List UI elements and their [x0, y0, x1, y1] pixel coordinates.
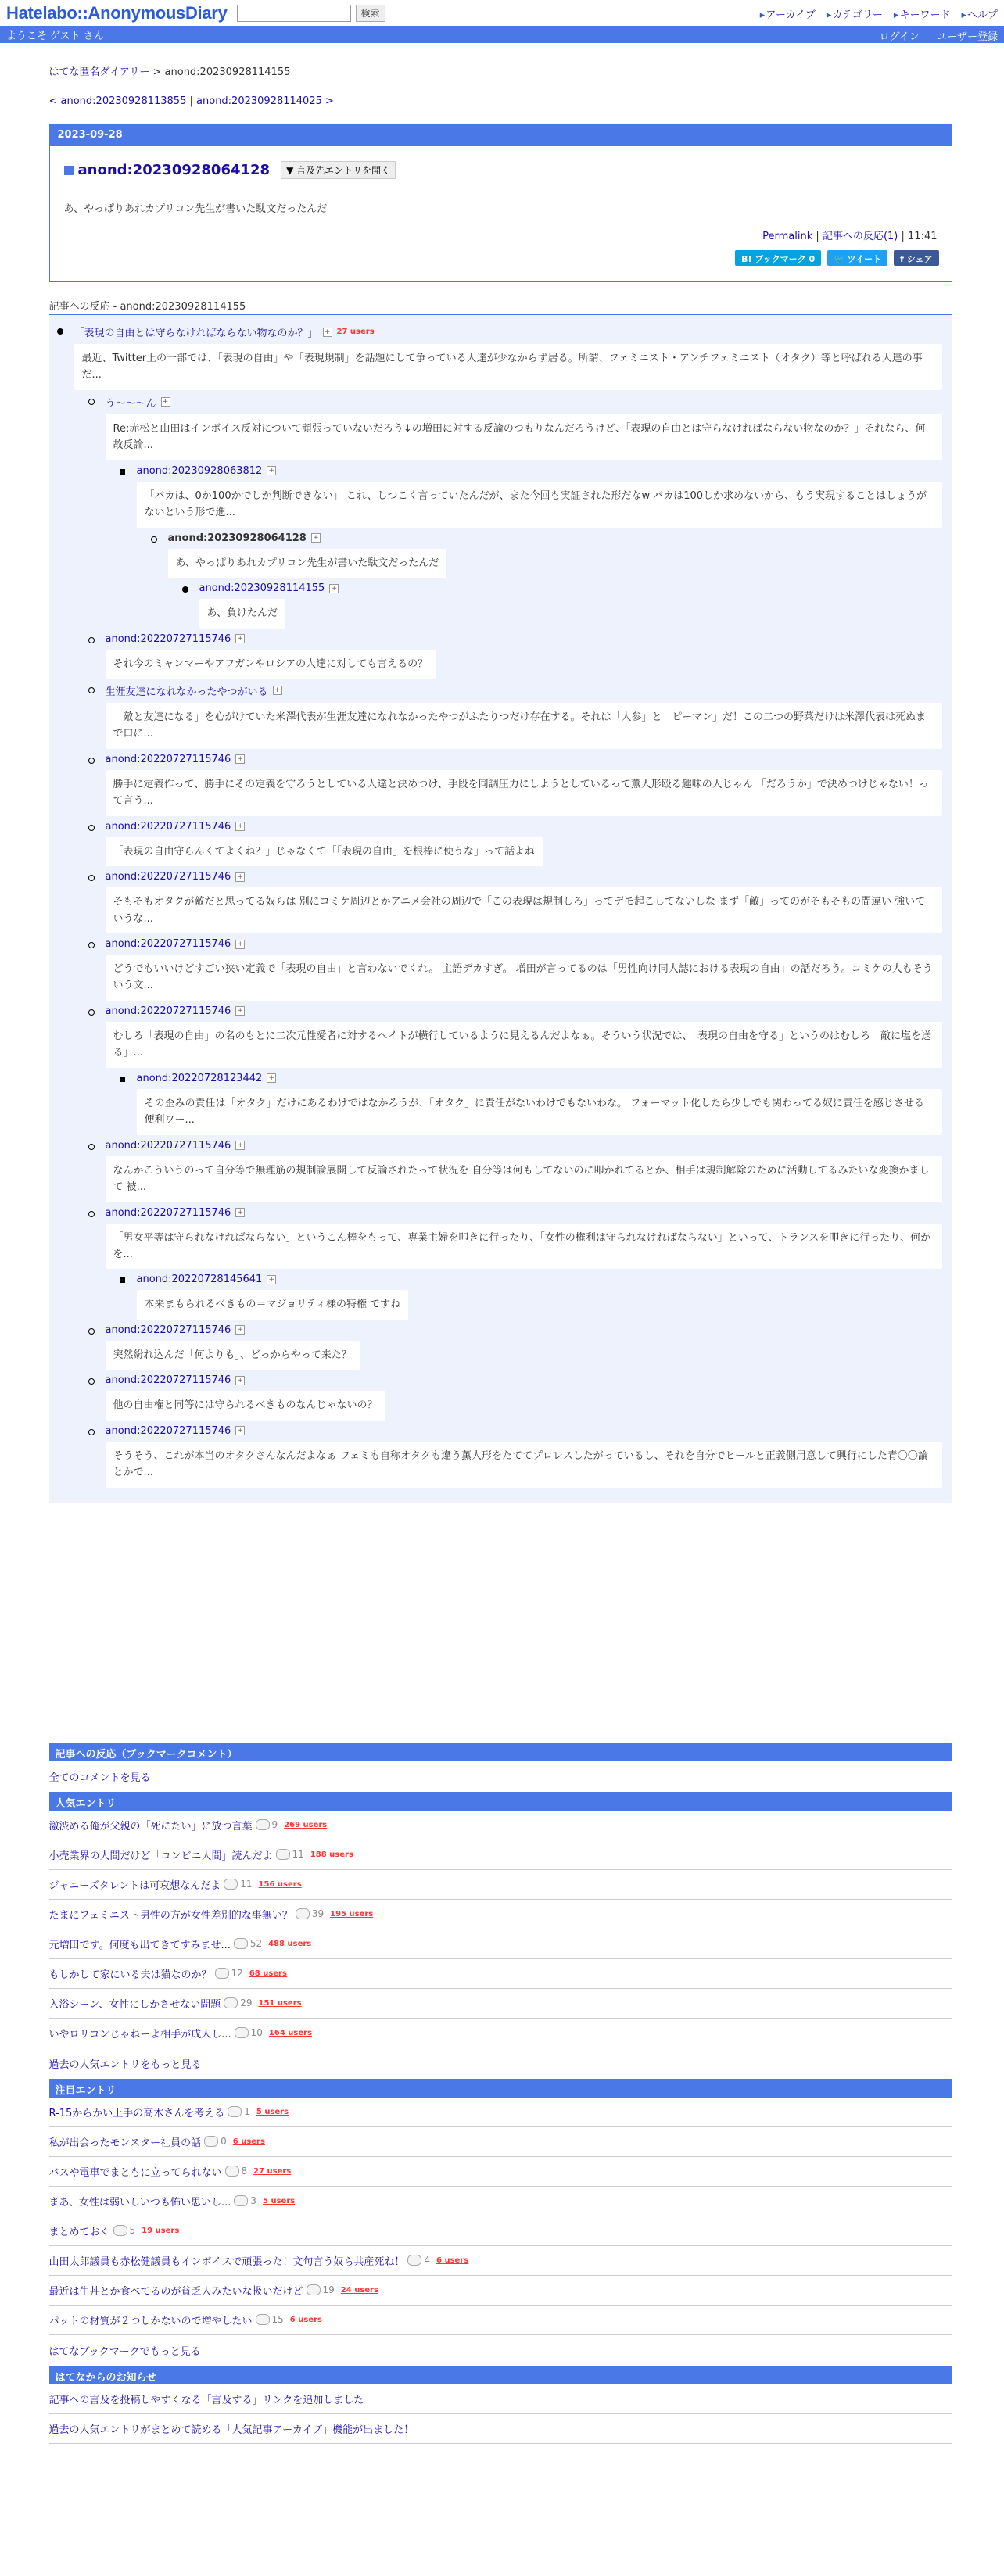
bullet-icon [88, 687, 95, 693]
reaction-item [199, 582, 945, 628]
entry-list-item [49, 2276, 952, 2306]
entry-link[interactable]: R-15からかい上手の高木さんを考える [48, 2107, 225, 2119]
breadcrumb [49, 63, 952, 78]
entry-list-item [49, 2187, 952, 2216]
reaction-title[interactable]: anond:20220727115746 [105, 820, 231, 833]
comment-count[interactable]: 9 [256, 1819, 278, 1830]
reaction-title-row [106, 821, 945, 833]
reaction-item [74, 324, 945, 390]
entry-list-item [49, 1929, 952, 1959]
entry-link[interactable]: 入浴シーン、女性にしかさせない問題 [48, 1998, 221, 2011]
bookmark-comments-heading: 記事への反応（ブックマークコメント） [49, 1743, 952, 1761]
entry-list-item [49, 2216, 952, 2246]
reaction-item [106, 938, 945, 1001]
bullet-icon [182, 586, 188, 593]
reaction-title-row [137, 1073, 945, 1084]
entry-list-item [49, 1840, 952, 1870]
entry-link[interactable]: 元増田です。何度も出てきてすみませ... [48, 1939, 231, 1951]
users-count[interactable]: 188 users [310, 1850, 353, 1859]
breadcrumb-root[interactable]: はてな匿名ダイアリー [48, 66, 150, 78]
sub-bar [0, 26, 1004, 43]
bullet-icon [88, 942, 95, 948]
reaction-item [106, 1374, 945, 1420]
entry-date: 2023-09-28 [50, 125, 952, 146]
entry-footer [762, 228, 937, 242]
reaction-body: そもそもオタクが敵だと思ってる奴らは 別にコミケ周辺とかアニメ会社の周辺で「この表現は規制しろ」ってデモ起こしてないしな まず「敵」ってのがそもそもの間違い 強いていうな... [106, 887, 942, 933]
reaction-body: 突然紛れ込んだ「何よりも」、どっからやって来た？ [106, 1341, 360, 1370]
expand-icon[interactable]: + [235, 634, 245, 643]
entry-title-row [64, 161, 396, 179]
breadcrumb-current: anond:20230928114155 [164, 66, 291, 78]
reaction-title[interactable]: anond:20220728145641 [136, 1274, 263, 1286]
reaction-body: なんかこういうのって自分等で無理筋の規制論展開して反論されたって状況を 自分等は何もしてないのに叩かれてるとか、相手は規制解除のために活動してるみたいな変換かまして 被... [106, 1156, 942, 1202]
bullet-icon [151, 536, 157, 543]
reaction-title-row [106, 633, 945, 645]
entry-link[interactable]: パットの材質が２つしかないので増やしたい [48, 2315, 253, 2327]
expand-icon[interactable]: + [235, 822, 245, 831]
bullet-icon [88, 1328, 95, 1335]
entry-list-item [49, 2306, 952, 2335]
attention-heading: 注目エントリ [49, 2079, 952, 2098]
entry-list-item [49, 1989, 952, 2019]
reaction-body: それ今のミャンマーやアフガンやロシアの人達に対しても言えるの？ [106, 650, 436, 679]
expand-icon[interactable]: + [235, 940, 245, 949]
reaction-title-row [106, 871, 945, 883]
reaction-item [106, 1425, 945, 1488]
bullet-icon [88, 1378, 95, 1385]
users-count[interactable]: 6 users [436, 2255, 469, 2265]
nav-help[interactable]: ▸ ヘルプ [961, 6, 998, 21]
reaction-title-row [199, 582, 945, 594]
entry-body: あ、やっぱりあれカプリコン先生が書いた駄文だったんだ [63, 203, 328, 215]
expand-icon[interactable]: + [235, 872, 245, 882]
users-count[interactable]: 156 users [258, 1879, 302, 1889]
bullet-icon [88, 1009, 95, 1016]
users-count[interactable]: 488 users [268, 1939, 312, 1948]
expand-icon[interactable]: + [235, 754, 245, 764]
notice-heading: はてなからのお知らせ [49, 2366, 952, 2384]
reaction-title-row [137, 465, 945, 477]
users-count[interactable]: 6 users [289, 2315, 322, 2324]
entry-link[interactable]: たまにフェミニスト男性の方が女性差別的な事無い？ [48, 1909, 292, 1922]
entry-list-item [49, 1959, 952, 1989]
hatena-bookmark-button[interactable]: B! ブックマーク 0 [735, 250, 821, 266]
reaction-title: anond:20230928064128 [167, 532, 307, 544]
entry-link[interactable]: 最近は牛丼とか食べてるのが貧乏人みたいな扱いだけど [48, 2285, 303, 2298]
users-count[interactable]: 269 users [284, 1820, 328, 1829]
reaction-item [106, 871, 945, 933]
reaction-title-row [106, 395, 945, 410]
permalink[interactable]: Permalink [762, 231, 813, 242]
reaction-body: そうそう、これが本当のオタクさんなんだよなぁ フェミも自称オタクも違う薫人形をたててプロレスしたがっているし、それを自分でヒールと正義側用意して興行にした青〇〇論とかで... [106, 1442, 942, 1488]
reaction-body: 他の自由権と同等には守られるべきものなんじゃないの？ [106, 1391, 385, 1420]
reaction-item [106, 1140, 945, 1202]
reaction-title-row [106, 1140, 945, 1152]
entry-link[interactable]: バスや電車でまともに立ってられない [48, 2166, 222, 2179]
comment-count[interactable]: 8 [225, 2166, 248, 2177]
reaction-title-row [106, 1374, 945, 1386]
entry-link[interactable]: ジャニーズタレントは可哀想なんだよ [48, 1879, 221, 1892]
reaction-body: どうでもいいけどすごい狭い定義で「表現の自由」と言わないでくれ。 主語デカすぎ。 増田が言ってるのは「男性向け同人誌における表現の自由」の話だろう。コミケの人もそういう文... [106, 955, 942, 1001]
users-count[interactable]: 24 users [340, 2285, 378, 2295]
entry-link[interactable]: まあ、女性は弱いしいつも怖い思いし... [48, 2196, 231, 2209]
reaction-title[interactable]: anond:20220727115746 [105, 1206, 231, 1219]
users-count[interactable]: 19 users [142, 2226, 180, 2235]
expand-icon[interactable]: + [311, 533, 321, 543]
reaction-title[interactable]: anond:20220727115746 [105, 1005, 231, 1017]
comment-count[interactable]: 11 [276, 1849, 304, 1860]
all-comments-link-row [49, 1761, 952, 1792]
bullet-icon [88, 875, 95, 881]
fb-label: シェア [906, 254, 933, 264]
reaction-item [106, 1005, 945, 1068]
pager-sep: | [189, 95, 193, 107]
reaction-body: 本来まもられるべきもの＝マジョリティ様の特権 ですね [137, 1290, 409, 1319]
bullet-icon [120, 1077, 125, 1082]
users-count[interactable]: 5 users [256, 2107, 289, 2116]
expand-icon[interactable]: + [235, 1376, 245, 1385]
notice-item [49, 2414, 952, 2444]
bullet-icon [120, 1277, 125, 1283]
reaction-title-row [137, 1274, 945, 1285]
entry-time: | 11:41 [901, 231, 938, 242]
reaction-title[interactable]: anond:20230928063812 [136, 464, 263, 477]
reaction-title-row [106, 1005, 945, 1017]
comment-count[interactable]: 10 [235, 2027, 263, 2038]
reaction-body: むしろ「表現の自由」の名のもとに二次元性愛者に対するヘイトが横行しているように見えるんだよなぁ。そういう状況では、「表現の自由を守る」というのはむしろ「敵に塩を送る」... [106, 1022, 942, 1068]
entry-box [49, 124, 952, 282]
nav-category[interactable]: ▸ カテゴリー [827, 6, 883, 21]
tweet-button[interactable]: 🐦 ツイート [827, 250, 887, 266]
reaction-body: あ、負けたんだ [199, 599, 285, 628]
prev-link[interactable]: < anond:20230928113855 [48, 95, 187, 107]
reaction-title[interactable]: 「表現の自由とは守らなければならない物なのか？」 [74, 328, 318, 339]
reaction-item [168, 532, 945, 578]
comment-count[interactable]: 39 [296, 1908, 324, 1919]
nav-keyword[interactable]: ▸ キーワード [894, 6, 951, 21]
reaction-title[interactable]: anond:20220727115746 [105, 1139, 231, 1152]
reaction-item [106, 395, 945, 460]
open-referenced-button[interactable]: ▼ 言及先エントリを開く [281, 161, 396, 179]
reaction-body: あ、やっぱりあれカプリコン先生が書いた駄文だったんだ [168, 549, 447, 578]
reaction-body: 「男女平等は守られなければならない」というこん棒をもって、専業主婦を叩きに行ったり、「女性の権利は守られなければならない」といって、トランスを叩きに行ったり、何かを... [106, 1224, 942, 1270]
attention-more-row [49, 2335, 952, 2366]
bullet-icon [88, 1144, 95, 1150]
reaction-title-row [106, 754, 945, 765]
users-count[interactable]: 164 users [268, 2028, 313, 2037]
bullet-icon [88, 1429, 95, 1435]
bullet-icon [88, 399, 95, 405]
expand-icon[interactable]: + [235, 1426, 245, 1435]
register-link[interactable]: ユーザー登録 [936, 31, 998, 43]
expand-icon[interactable]: + [323, 328, 332, 337]
entry-list-item [49, 1900, 952, 1929]
expand-icon[interactable]: + [235, 1006, 245, 1016]
popular-heading: 人気エントリ [49, 1792, 952, 1811]
comment-count[interactable]: 0 [204, 2136, 227, 2147]
comment-count[interactable]: 11 [224, 1879, 252, 1890]
entry-list-item [49, 2098, 952, 2127]
comment-count[interactable]: 12 [215, 1968, 243, 1979]
reaction-title[interactable]: anond:20220727115746 [105, 871, 231, 883]
entry-link[interactable]: 私が出会ったモンスター社員の話 [48, 2137, 202, 2149]
users-count[interactable]: 151 users [258, 1998, 302, 2008]
reaction-body: 「表現の自由守らんくてよくね？」じゃなくて「「表現の自由」を根棒に使うな」って話よね [106, 837, 543, 866]
entry-link[interactable]: まとめておく [48, 2226, 110, 2238]
reaction-title-row [106, 938, 945, 950]
attention-list [49, 2098, 952, 2335]
popular-more-row [49, 2048, 952, 2079]
entry-link[interactable]: 小売業界の人間だけど「コンビニ人間」読んだよ [48, 1850, 273, 1862]
comment-count[interactable]: 5 [113, 2225, 136, 2236]
next-link[interactable]: anond:20230928114025 > [196, 95, 334, 107]
reaction-title[interactable]: anond:20220727115746 [105, 1374, 231, 1387]
login-link[interactable]: ログイン [879, 31, 920, 43]
expand-icon[interactable]: + [267, 1275, 276, 1284]
reaction-title[interactable]: anond:20220727115746 [105, 1324, 231, 1336]
users-count[interactable]: 68 users [249, 1969, 287, 1978]
entry-link[interactable]: いやロリコンじゃねーよ相手が成人し... [48, 2028, 231, 2040]
reaction-body: 「バカは、0か100かでしか判断できない」 これ、しつこく言っていたんだが、また今回も実証された形だなw バカは100しか求めないから、もう実現することはしょうがないという形で進... [137, 482, 942, 528]
reaction-tree [49, 315, 952, 1503]
reaction-item [106, 754, 945, 816]
comment-count[interactable]: 15 [256, 2314, 284, 2325]
entry-link[interactable]: 激渋める俺が父親の「死にたい」に放つ言葉 [48, 1820, 253, 1833]
users-count[interactable]: 195 users [330, 1909, 374, 1919]
footer-sep: | [816, 231, 819, 242]
bullet-icon [88, 825, 95, 831]
expand-icon[interactable]: + [329, 584, 339, 593]
entry-list-item [49, 2246, 952, 2276]
notice-link[interactable]: 過去の人気エントリがまとめて読める「人気記事アーカイブ」機能が出ました！ [48, 2424, 414, 2436]
main-content [49, 63, 952, 2444]
entry-list-item [49, 2127, 952, 2157]
entry-link[interactable]: もしかして家にいる夫は猫なのか？ [48, 1969, 212, 1981]
attention-more-link[interactable]: はてなブックマークでもっと見る [48, 2345, 201, 2358]
bullet-icon [120, 469, 125, 475]
notice-link[interactable]: 記事への言及を投稿しやすくなる「言及する」リンクを追加しました [48, 2394, 364, 2406]
breadcrumb-sep: > [152, 66, 162, 78]
users-count[interactable]: 6 users [232, 2137, 265, 2146]
comment-count[interactable]: 52 [234, 1938, 262, 1949]
reaction-body: その歪みの責任は「オタク」だけにあるわけではなかろうが、「オタク」に責任がないわけでもないわな。 フォーマット化したら少しでも関わってる奴に責任を感じさせる便利ワー... [137, 1089, 942, 1135]
header [0, 0, 1004, 26]
reaction-item [106, 1324, 945, 1370]
bullet-icon [88, 637, 95, 643]
reaction-item [137, 1073, 945, 1135]
reaction-item [137, 465, 945, 528]
square-icon [64, 166, 74, 175]
expand-icon[interactable]: + [235, 1141, 245, 1150]
comment-count[interactable]: 29 [224, 1997, 252, 2008]
comment-count[interactable]: 4 [407, 2255, 430, 2266]
reaction-title[interactable]: anond:20220727115746 [105, 753, 231, 765]
reactions-link[interactable]: 記事への反応(1) [822, 231, 898, 242]
reaction-title-row [74, 324, 945, 339]
reaction-title[interactable]: anond:20220727115746 [105, 1424, 231, 1437]
bullet-icon [88, 758, 95, 764]
entry-list-item [49, 1811, 952, 1840]
expand-icon[interactable]: + [161, 397, 170, 407]
notice-item [49, 2384, 952, 2414]
share-buttons [735, 250, 938, 266]
pager [49, 95, 952, 107]
all-comments-link[interactable]: 全てのコメントを見る [48, 1772, 151, 1784]
reaction-item [106, 683, 945, 749]
reaction-title[interactable]: anond:20220728123442 [136, 1072, 263, 1084]
reaction-title[interactable]: う〜〜〜ん [105, 397, 156, 410]
reaction-item [137, 1274, 945, 1319]
search-input[interactable] [237, 5, 351, 22]
search-button[interactable]: 検索 [356, 5, 385, 22]
entry-link[interactable]: 山田太郎議員も赤松健議員もインボイスで頑張った！文句言う奴ら共産死ね！ [48, 2255, 405, 2268]
bullet-icon [88, 1211, 95, 1217]
entry-title[interactable]: anond:20230928064128 [77, 162, 271, 178]
popular-list [49, 1811, 952, 2048]
reaction-title[interactable]: anond:20220727115746 [105, 632, 231, 645]
reaction-title[interactable]: 生涯友達になれなかったやつがいる [105, 686, 268, 698]
header-nav [760, 6, 998, 21]
popular-more-link[interactable]: 過去の人気エントリをもっと見る [48, 2058, 202, 2071]
expand-icon[interactable]: + [235, 1325, 245, 1335]
entry-list-item [49, 1870, 952, 1900]
reaction-item [106, 821, 945, 866]
reaction-title-row [106, 1425, 945, 1437]
comment-count[interactable]: 19 [307, 2284, 335, 2295]
reaction-body: 「敵と友達になる」を心がけていた米澤代表が生涯友達になれなかったやつがふたりつだけ存在する。それは「人参」と「ピーマン」だ！この二つの野菜だけは米澤代表は死ぬまで口に... [106, 703, 942, 749]
nav-archive[interactable]: ▸ アーカイブ [760, 6, 816, 21]
reaction-title[interactable]: anond:20230928114155 [199, 582, 325, 595]
entry-list-item [49, 2157, 952, 2187]
users-count[interactable]: 27 users [336, 328, 375, 336]
reaction-title-row [106, 1324, 945, 1336]
welcome-text: ようこそ ゲスト さん [6, 30, 104, 42]
facebook-share-button[interactable]: f シェア [894, 250, 938, 266]
reactions-heading: 記事への反応 - anond:20230928114155 [49, 298, 952, 315]
expand-icon[interactable]: + [267, 1073, 276, 1083]
users-count[interactable]: 27 users [253, 2166, 292, 2176]
reaction-title-row [106, 1207, 945, 1219]
expand-icon[interactable]: + [273, 686, 282, 695]
users-count[interactable]: 5 users [263, 2196, 296, 2205]
comment-count[interactable]: 3 [234, 2195, 256, 2206]
reaction-body: Re:赤松と山田はインボイス反対について頑張っていないだろう↓の増田に対する反論のつもりなんだろうけど、「表現の自由とは守らなければならない物なのか？」それなら、何故反論... [106, 414, 942, 460]
entry-list-item [49, 2019, 952, 2048]
reaction-title-row [106, 683, 945, 698]
expand-icon[interactable]: + [235, 1208, 245, 1217]
reaction-title[interactable]: anond:20220727115746 [105, 938, 231, 950]
bullet-icon [57, 328, 63, 335]
site-logo[interactable]: Hatelabo::AnonymousDiary [6, 2, 228, 23]
reaction-item [106, 633, 945, 679]
reaction-item [106, 1207, 945, 1270]
reaction-body: 最近、Twitter上の一部では、「表現の自由」や「表現規制」を話題にして争っている人達が少なからず居る。所謂、フェミニスト・アンチフェミニスト（オタク）等と呼ばれる人達の事だ... [74, 344, 942, 390]
reaction-title-row [168, 532, 945, 544]
expand-icon[interactable]: + [267, 466, 276, 475]
tweet-label: ツイート [847, 254, 882, 264]
reaction-body: 勝手に定義作って、勝手にその定義を守ろうとしている人達と決めつけ、手段を同調圧力にしようとしているって薫人形殴る趣味の人じゃん 「だろうか」で決めつけじゃない！って言う... [106, 770, 942, 816]
comment-count[interactable]: 1 [228, 2106, 250, 2117]
